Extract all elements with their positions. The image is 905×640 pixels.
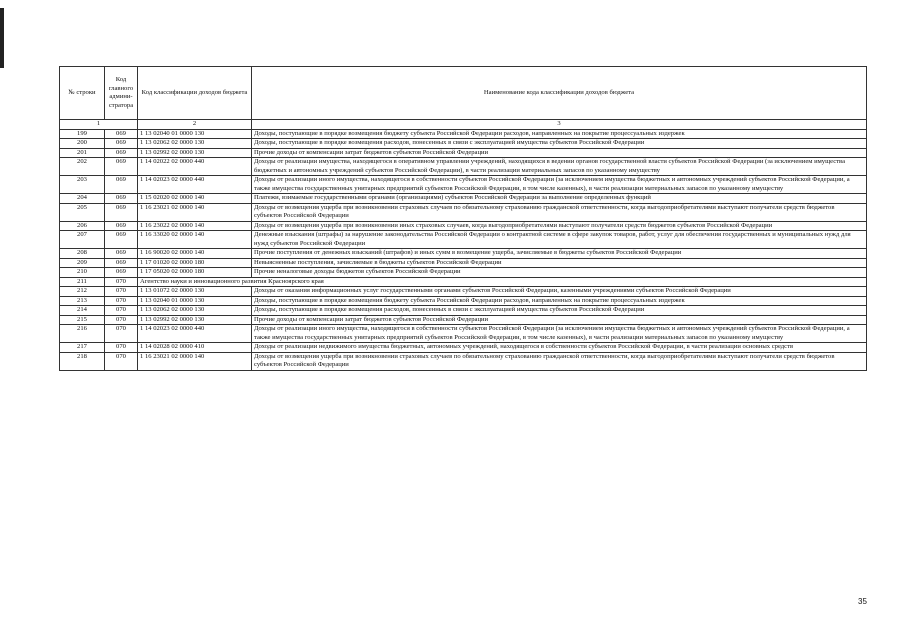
admin-code-cell: 069 (105, 268, 138, 278)
code-name-cell: Доходы, поступающие в порядке возмещения расходов, понесенных в связи с эксплуатацией имущества субъектов Российской Федерации (252, 139, 867, 149)
row-number-cell: 205 (60, 203, 105, 221)
header-row-number: № строки (60, 67, 105, 120)
classification-code-cell: 1 13 02992 02 0000 130 (138, 315, 252, 325)
classification-code-cell: 1 13 02992 02 0000 130 (138, 148, 252, 158)
admin-code-cell: 069 (105, 221, 138, 231)
table-row (60, 148, 867, 158)
code-name-cell: Доходы от реализации иного имущества, находящегося в собственности субъектов Российской Федерации (за исключением имущества бюджетных и автономных учреждений субъектов Российской Федерации, а также имущества государственных унитарных предприятий субъектов Российской Федерации, в том числе казенных), в части реализации материальных запасов по указанному имуществу (252, 325, 867, 343)
table-row (60, 129, 867, 139)
code-name-cell: Невыясненные поступления, зачисляемые в бюджеты субъектов Российской Федерации (252, 258, 867, 268)
table-header-row (60, 67, 867, 120)
header-admin-code: Код главного админи-стратора (105, 67, 138, 120)
classification-code-cell: 1 15 02020 02 0000 140 (138, 194, 252, 204)
table-row (60, 315, 867, 325)
table-row (60, 352, 867, 370)
row-number-cell: 216 (60, 325, 105, 343)
table-row (60, 306, 867, 316)
table-row (60, 343, 867, 353)
page-number: 35 (858, 597, 867, 606)
admin-code-cell: 069 (105, 194, 138, 204)
code-name-cell: Доходы от возмещения ущерба при возникновении иных страховых случаев, когда выгодоприобретателями выступают получатели средств бюджетов субъектов Российской Федерации (252, 221, 867, 231)
row-number-cell: 210 (60, 268, 105, 278)
classification-code-cell: 1 14 02023 02 0000 440 (138, 325, 252, 343)
row-number-cell: 200 (60, 139, 105, 149)
table-row (60, 249, 867, 259)
row-number-cell: 206 (60, 221, 105, 231)
classification-code-cell: 1 13 02062 02 0000 130 (138, 139, 252, 149)
column-number-3: 3 (252, 120, 867, 130)
classification-code-cell: 1 13 01072 02 0000 130 (138, 287, 252, 297)
admin-code-cell: 069 (105, 231, 138, 249)
table-row (60, 258, 867, 268)
classification-code-cell: 1 13 02040 01 0000 130 (138, 129, 252, 139)
code-name-cell: Доходы, поступающие в порядке возмещения бюджету субъекта Российской Федерации расходов, направленных на покрытие процессуальных издержек (252, 296, 867, 306)
code-name-cell: Прочие неналоговые доходы бюджетов субъектов Российской Федерации (252, 268, 867, 278)
classification-code-cell: 1 13 02040 01 0000 130 (138, 296, 252, 306)
classification-code-cell: 1 16 90020 02 0000 140 (138, 249, 252, 259)
code-name-cell: Доходы от оказания информационных услуг государственными органами субъектов Российской Федерации, казенными учреждениями субъектов Российской Федерации (252, 287, 867, 297)
admin-code-cell: 070 (105, 325, 138, 343)
code-name-cell: Доходы от возмещения ущерба при возникновении страховых случаев по обязательному страхованию гражданской ответственности, когда выгодоприобретателями выступают получатели средств бюджетов субъектов Российской Федерации (252, 203, 867, 221)
admin-code-cell: 069 (105, 139, 138, 149)
table-row (60, 287, 867, 297)
column-number-row (60, 120, 867, 130)
column-number-1: 1 (60, 120, 138, 130)
code-name-cell: Денежные взыскания (штрафы) за нарушение законодательства Российской Федерации о контрактной системе в сфере закупок товаров, работ, услуг для обеспечения государственных и муниципальных нужд для нужд субъектов Российской Федерации (252, 231, 867, 249)
admin-code-cell: 069 (105, 203, 138, 221)
code-name-cell: Прочие доходы от компенсации затрат бюджетов субъектов Российской Федерации (252, 315, 867, 325)
table-row (60, 158, 867, 176)
row-number-cell: 203 (60, 176, 105, 194)
table-row (60, 325, 867, 343)
admin-code-cell: 069 (105, 249, 138, 259)
code-name-cell: Доходы от реализации иного имущества, находящегося в собственности субъектов Российской Федерации (за исключением имущества бюджетных и автономных учреждений субъектов Российской Федерации, а также имущества государственных унитарных предприятий субъектов Российской Федерации, в том числе казенных), в части реализации материальных запасов по указанному имуществу (252, 176, 867, 194)
classification-code-cell: 1 16 23021 02 0000 140 (138, 352, 252, 370)
table-row (60, 203, 867, 221)
table-row (60, 176, 867, 194)
code-name-cell: Прочие поступления от денежных взысканий (штрафов) и иных сумм в возмещение ущерба, зачисляемые в бюджеты субъектов Российской Федерации (252, 249, 867, 259)
row-number-cell: 215 (60, 315, 105, 325)
row-number-cell: 202 (60, 158, 105, 176)
classification-code-cell: 1 17 05020 02 0000 180 (138, 268, 252, 278)
admin-code-cell: 070 (105, 306, 138, 316)
classification-code-cell: 1 16 23022 02 0000 140 (138, 221, 252, 231)
table-row (60, 221, 867, 231)
row-number-cell: 214 (60, 306, 105, 316)
admin-code-cell: 069 (105, 148, 138, 158)
code-name-cell: Прочие доходы от компенсации затрат бюджетов субъектов Российской Федерации (252, 148, 867, 158)
table-row (60, 296, 867, 306)
classification-code-cell: 1 14 02022 02 0000 440 (138, 158, 252, 176)
admin-code-cell: 069 (105, 129, 138, 139)
table-row (60, 194, 867, 204)
table-row (60, 231, 867, 249)
admin-code-cell: 069 (105, 258, 138, 268)
classification-code-cell: 1 17 01020 02 0000 180 (138, 258, 252, 268)
table-row (60, 139, 867, 149)
row-number-cell: 201 (60, 148, 105, 158)
row-number-cell: 217 (60, 343, 105, 353)
admin-code-cell: 070 (105, 296, 138, 306)
admin-code-cell: 070 (105, 287, 138, 297)
code-name-cell: Доходы от реализации имущества, находящегося в оперативном управлении учреждений, находящихся в ведении органов государственной власти субъектов Российской Федерации (за исключением имущества бюджетных и автономных учреждений субъектов Российской Федерации), в части реализации материальных запасов по указанному имуществу (252, 158, 867, 176)
revenue-classification-table (59, 66, 867, 371)
code-name-cell: Доходы, поступающие в порядке возмещения расходов, понесенных в связи с эксплуатацией имущества субъектов Российской Федерации (252, 306, 867, 316)
admin-code-cell: 069 (105, 176, 138, 194)
header-code-name: Наименование кода классификации доходов бюджета (252, 67, 867, 120)
row-number-cell: 207 (60, 231, 105, 249)
classification-code-cell: 1 16 23021 02 0000 140 (138, 203, 252, 221)
scan-margin-mark (0, 8, 4, 68)
agency-name-cell: Агентство науки и инновационного развития Красноярского края (138, 277, 867, 287)
column-number-2: 2 (138, 120, 252, 130)
header-classification-code: Код классификации доходов бюджета (138, 67, 252, 120)
code-name-cell: Платежи, взимаемые государственными органами (организациями) субъектов Российской Федерации за выполнение определенных функций (252, 194, 867, 204)
classification-code-cell: 1 13 02062 02 0000 130 (138, 306, 252, 316)
code-name-cell: Доходы от реализации недвижимого имущества бюджетных, автономных учреждений, находящегося в собственности субъектов Российской Федерации, в части реализации основных средств (252, 343, 867, 353)
row-number-cell: 212 (60, 287, 105, 297)
row-number-cell: 218 (60, 352, 105, 370)
code-name-cell: Доходы, поступающие в порядке возмещения бюджету субъекта Российской Федерации расходов, направленных на покрытие процессуальных издержек (252, 129, 867, 139)
row-number-cell: 204 (60, 194, 105, 204)
table-body (60, 129, 867, 370)
row-number-cell: 199 (60, 129, 105, 139)
row-number-cell: 213 (60, 296, 105, 306)
admin-code-cell: 070 (105, 315, 138, 325)
table-row (60, 268, 867, 278)
classification-code-cell: 1 14 02023 02 0000 440 (138, 176, 252, 194)
classification-code-cell: 1 14 02028 02 0000 410 (138, 343, 252, 353)
row-number-cell: 208 (60, 249, 105, 259)
row-number-cell: 211 (60, 277, 105, 287)
admin-code-cell: 070 (105, 352, 138, 370)
admin-code-cell: 070 (105, 277, 138, 287)
classification-code-cell: 1 16 33020 02 0000 140 (138, 231, 252, 249)
admin-code-cell: 069 (105, 158, 138, 176)
table-row (60, 277, 867, 287)
code-name-cell: Доходы от возмещения ущерба при возникновении страховых случаев по обязательному страхованию гражданской ответственности, когда выгодоприобретателями выступают получатели средств бюджетов субъектов Российской Федерации (252, 352, 867, 370)
row-number-cell: 209 (60, 258, 105, 268)
admin-code-cell: 070 (105, 343, 138, 353)
